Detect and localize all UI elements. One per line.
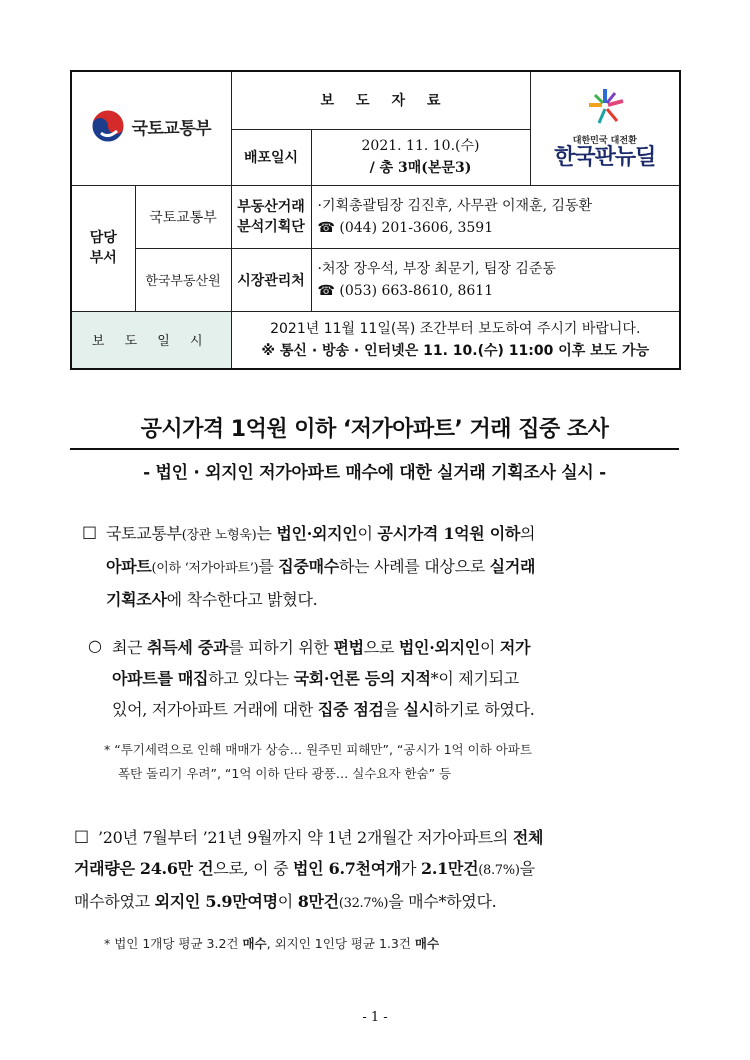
para1-line2: 아파트(이하 ‘저가아파트’)를 집중매수하는 사례를 대상으로 실거래 [106,557,536,576]
para1-line3: 기획조사에 착수한다고 밝혔다. [106,590,318,609]
org1-team-line2: 분석기획단 [237,218,305,235]
page-number: - 1 - [362,1010,388,1025]
distribution-info [311,129,530,185]
distribution-pages: / 총 3매(본문3) [369,160,472,176]
circle-bullet: ○ [88,636,102,655]
subheadline: - 법인 · 외지인 저가아파트 매수에 대한 실거래 기획조사 실시 - [143,463,606,483]
footnote-1-line1: * “투기세력으로 인해 매매가 상승… 원주민 피해만”, “공시가 1억 이하 아파트 [104,742,532,757]
square-bullet-2: □ [74,826,90,845]
org1-team-line1: 부동산거래 [237,198,305,215]
footnote-2: * 법인 1개당 평균 3.2건 매수, 외지인 1인당 평균 1.3건 매수 [104,936,440,951]
headline: 공시가격 1억원 이하 ‘저가아파트’ 거래 집중 조사 [140,417,609,442]
taegeuk-emblem-icon [91,109,125,143]
org1-team [231,185,311,248]
org1-name: 국토교통부 [135,185,231,248]
org2-name: 한국부동산원 [135,248,231,311]
release-info [231,311,680,369]
distribution-label: 배포일시 [231,129,311,185]
org2-phone: ☎ (053) 663-8610, 8611 [317,282,494,299]
korean-new-deal-logo [530,71,680,185]
para1-line1: 국토교통부(장관 노형욱)는 법인·외지인이 공시가격 1억원 이하의 [106,524,536,543]
press-release-title: 보도자료 [231,71,530,129]
org1-contact [311,185,680,248]
release-label: 보 도 일 시 [91,334,211,350]
ministry-logo [91,109,211,143]
brand-subtitle: 대한민국 대전환 [572,135,637,146]
release-label-cell [71,311,231,369]
new-deal-burst-icon [585,87,625,127]
org1-people: ·기획총괄팀장 김진후, 사무관 이재훈, 김동환 [317,197,593,214]
footnote-1 [104,738,684,786]
release-line1: 2021년 11월 11일(목) 조간부터 보도하여 주시기 바랍니다. [270,320,641,337]
para3-line3: 매수하였고 외지인 5.9만여명이 8만건(32.7%)을 매수*하였다. [74,892,497,911]
para3-line1: ’20년 7월부터 ’21년 9월까지 약 1년 2개월간 저가아파트의 전체 [98,828,544,847]
footnote-1-line2: 폭탄 돌리기 우려”, “1억 이하 단타 광풍… 실수요자 한숨” 등 [118,766,452,781]
dept-label-line1: 담당 [89,230,117,246]
ministry-logo-cell [71,71,231,185]
para2-line1: 최근 취득세 중과를 피하기 위한 편법으로 법인·외지인이 저가 [112,638,531,657]
paragraph-3-cont [74,853,684,919]
org2-people: ·처장 장우석, 부장 최문기, 팀장 김준동 [317,260,556,277]
org1-phone: ☎ (044) 201-3606, 3591 [317,219,494,236]
header-table [70,70,681,370]
paragraph-2 [112,632,682,725]
para3-line2: 거래량은 24.6만 건으로, 이 중 법인 6.7천여개가 2.1만건(8.7%)을 [74,859,535,878]
para2-line2: 아파트를 매집하고 있다는 국회·언론 등의 지적*이 제기되고 [112,669,519,688]
headline-divider [70,448,679,450]
brand-name: 한국판뉴딜 [554,144,656,170]
org2-team: 시장관리처 [231,248,311,311]
ministry-name: 국토교통부 [131,118,212,139]
square-bullet-1: □ [82,522,98,541]
paragraph-3 [98,822,684,853]
release-line2: ※ 통신 · 방송 · 인터넷은 11. 10.(수) 11:00 이후 보도 가능 [261,342,650,359]
distribution-date: 2021. 11. 10.(수) [361,138,480,154]
paragraph-1 [106,518,682,615]
org2-contact [311,248,680,311]
para2-line3: 있어, 저가아파트 거래에 대한 집중 점검을 실시하기로 하였다. [112,700,535,719]
dept-label [71,185,135,311]
dept-label-line2: 부서 [89,250,117,266]
